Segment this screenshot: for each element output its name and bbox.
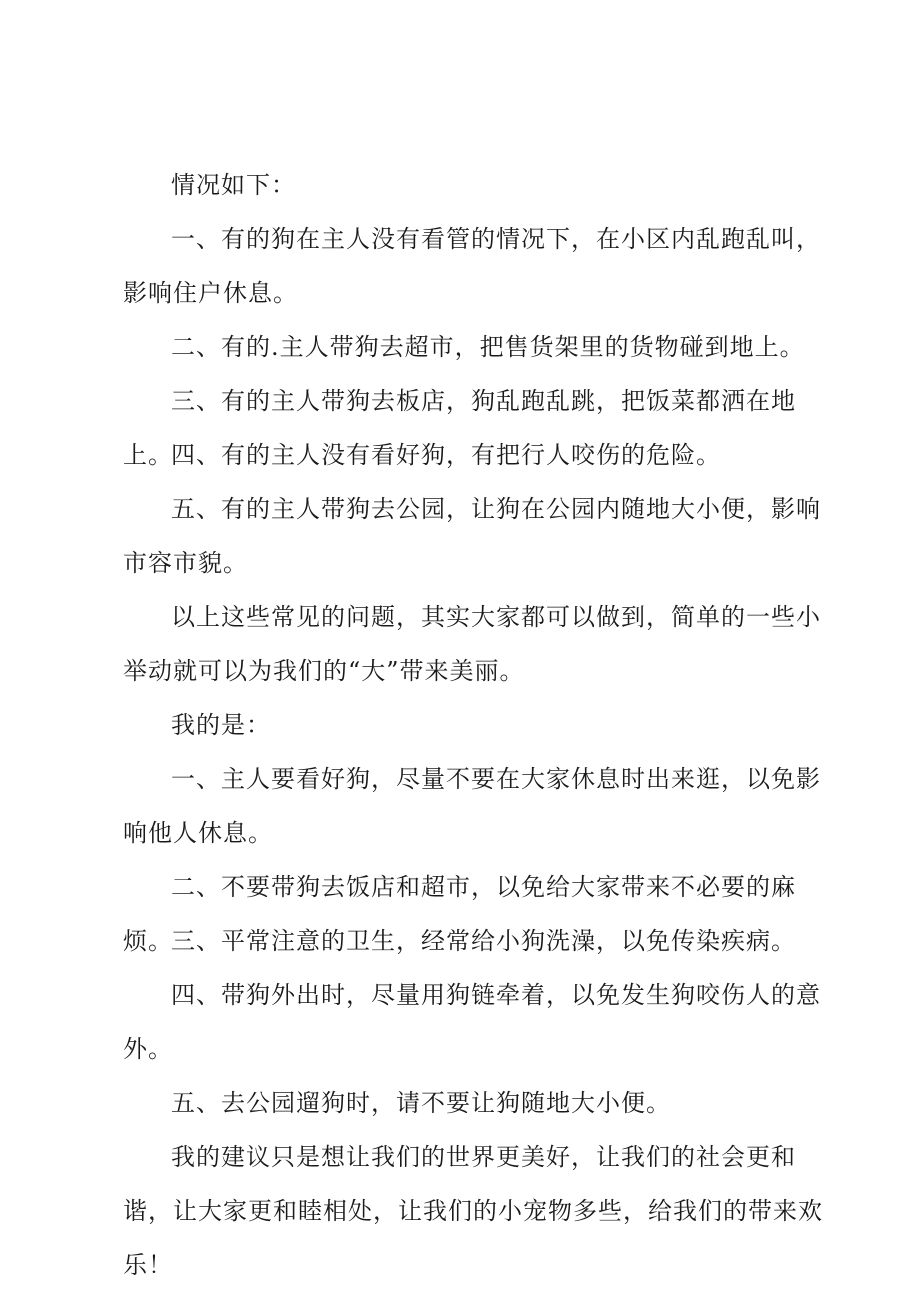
paragraph-problem-2: 二、有的.主人带狗去超市，把售货架里的货物碰到地上。: [171, 333, 805, 361]
paragraph-intro: 情况如下：: [171, 171, 296, 199]
paragraph-problem-1: 一、有的狗在主人没有看管的情况下，在小区内乱跑乱叫，影响住户休息。: [123, 225, 821, 307]
paragraph-problem-3: 三、有的主人带狗去板店，狗乱跑乱跳，把饭菜都洒在地上。: [123, 387, 796, 469]
paragraph-problem-4: 四、有的主人没有看好狗，有把行人咬伤的危险。: [171, 441, 721, 469]
paragraph-summary: 以上这些常见的问题，其实大家都可以做到，简单的一些小举动就可以为我们的“大”带来美丽。: [123, 603, 821, 685]
paragraph-suggestion-2: 二、不要带狗去饭店和超市，以免给大家带来不必要的麻烦。: [123, 873, 796, 955]
paragraph-problem-5: 五、有的主人带狗去公园，让狗在公园内随地大小便，影响市容市貌。: [123, 495, 821, 577]
paragraph-conclusion: 我的建议只是想让我们的世界更美好，让我们的社会更和谐，让大家更和睦相处，让我们的小宠物多些，给我们的带来欢乐！: [123, 1143, 823, 1279]
paragraph-suggestions-intro: 我的是：: [171, 711, 271, 739]
paragraph-suggestion-3: 三、平常注意的卫生，经常给小狗洗澡，以免传染疾病。: [171, 927, 796, 955]
paragraph-suggestion-4: 四、带狗外出时，尽量用狗链牵着，以免发生狗咬伤人的意外。: [123, 981, 821, 1063]
paragraph-suggestion-5: 五、去公园遛狗时，请不要让狗随地大小便。: [171, 1089, 671, 1117]
paragraph-suggestion-1: 一、主人要看好狗，尽量不要在大家休息时出来逛，以免影响他人休息。: [123, 765, 821, 847]
